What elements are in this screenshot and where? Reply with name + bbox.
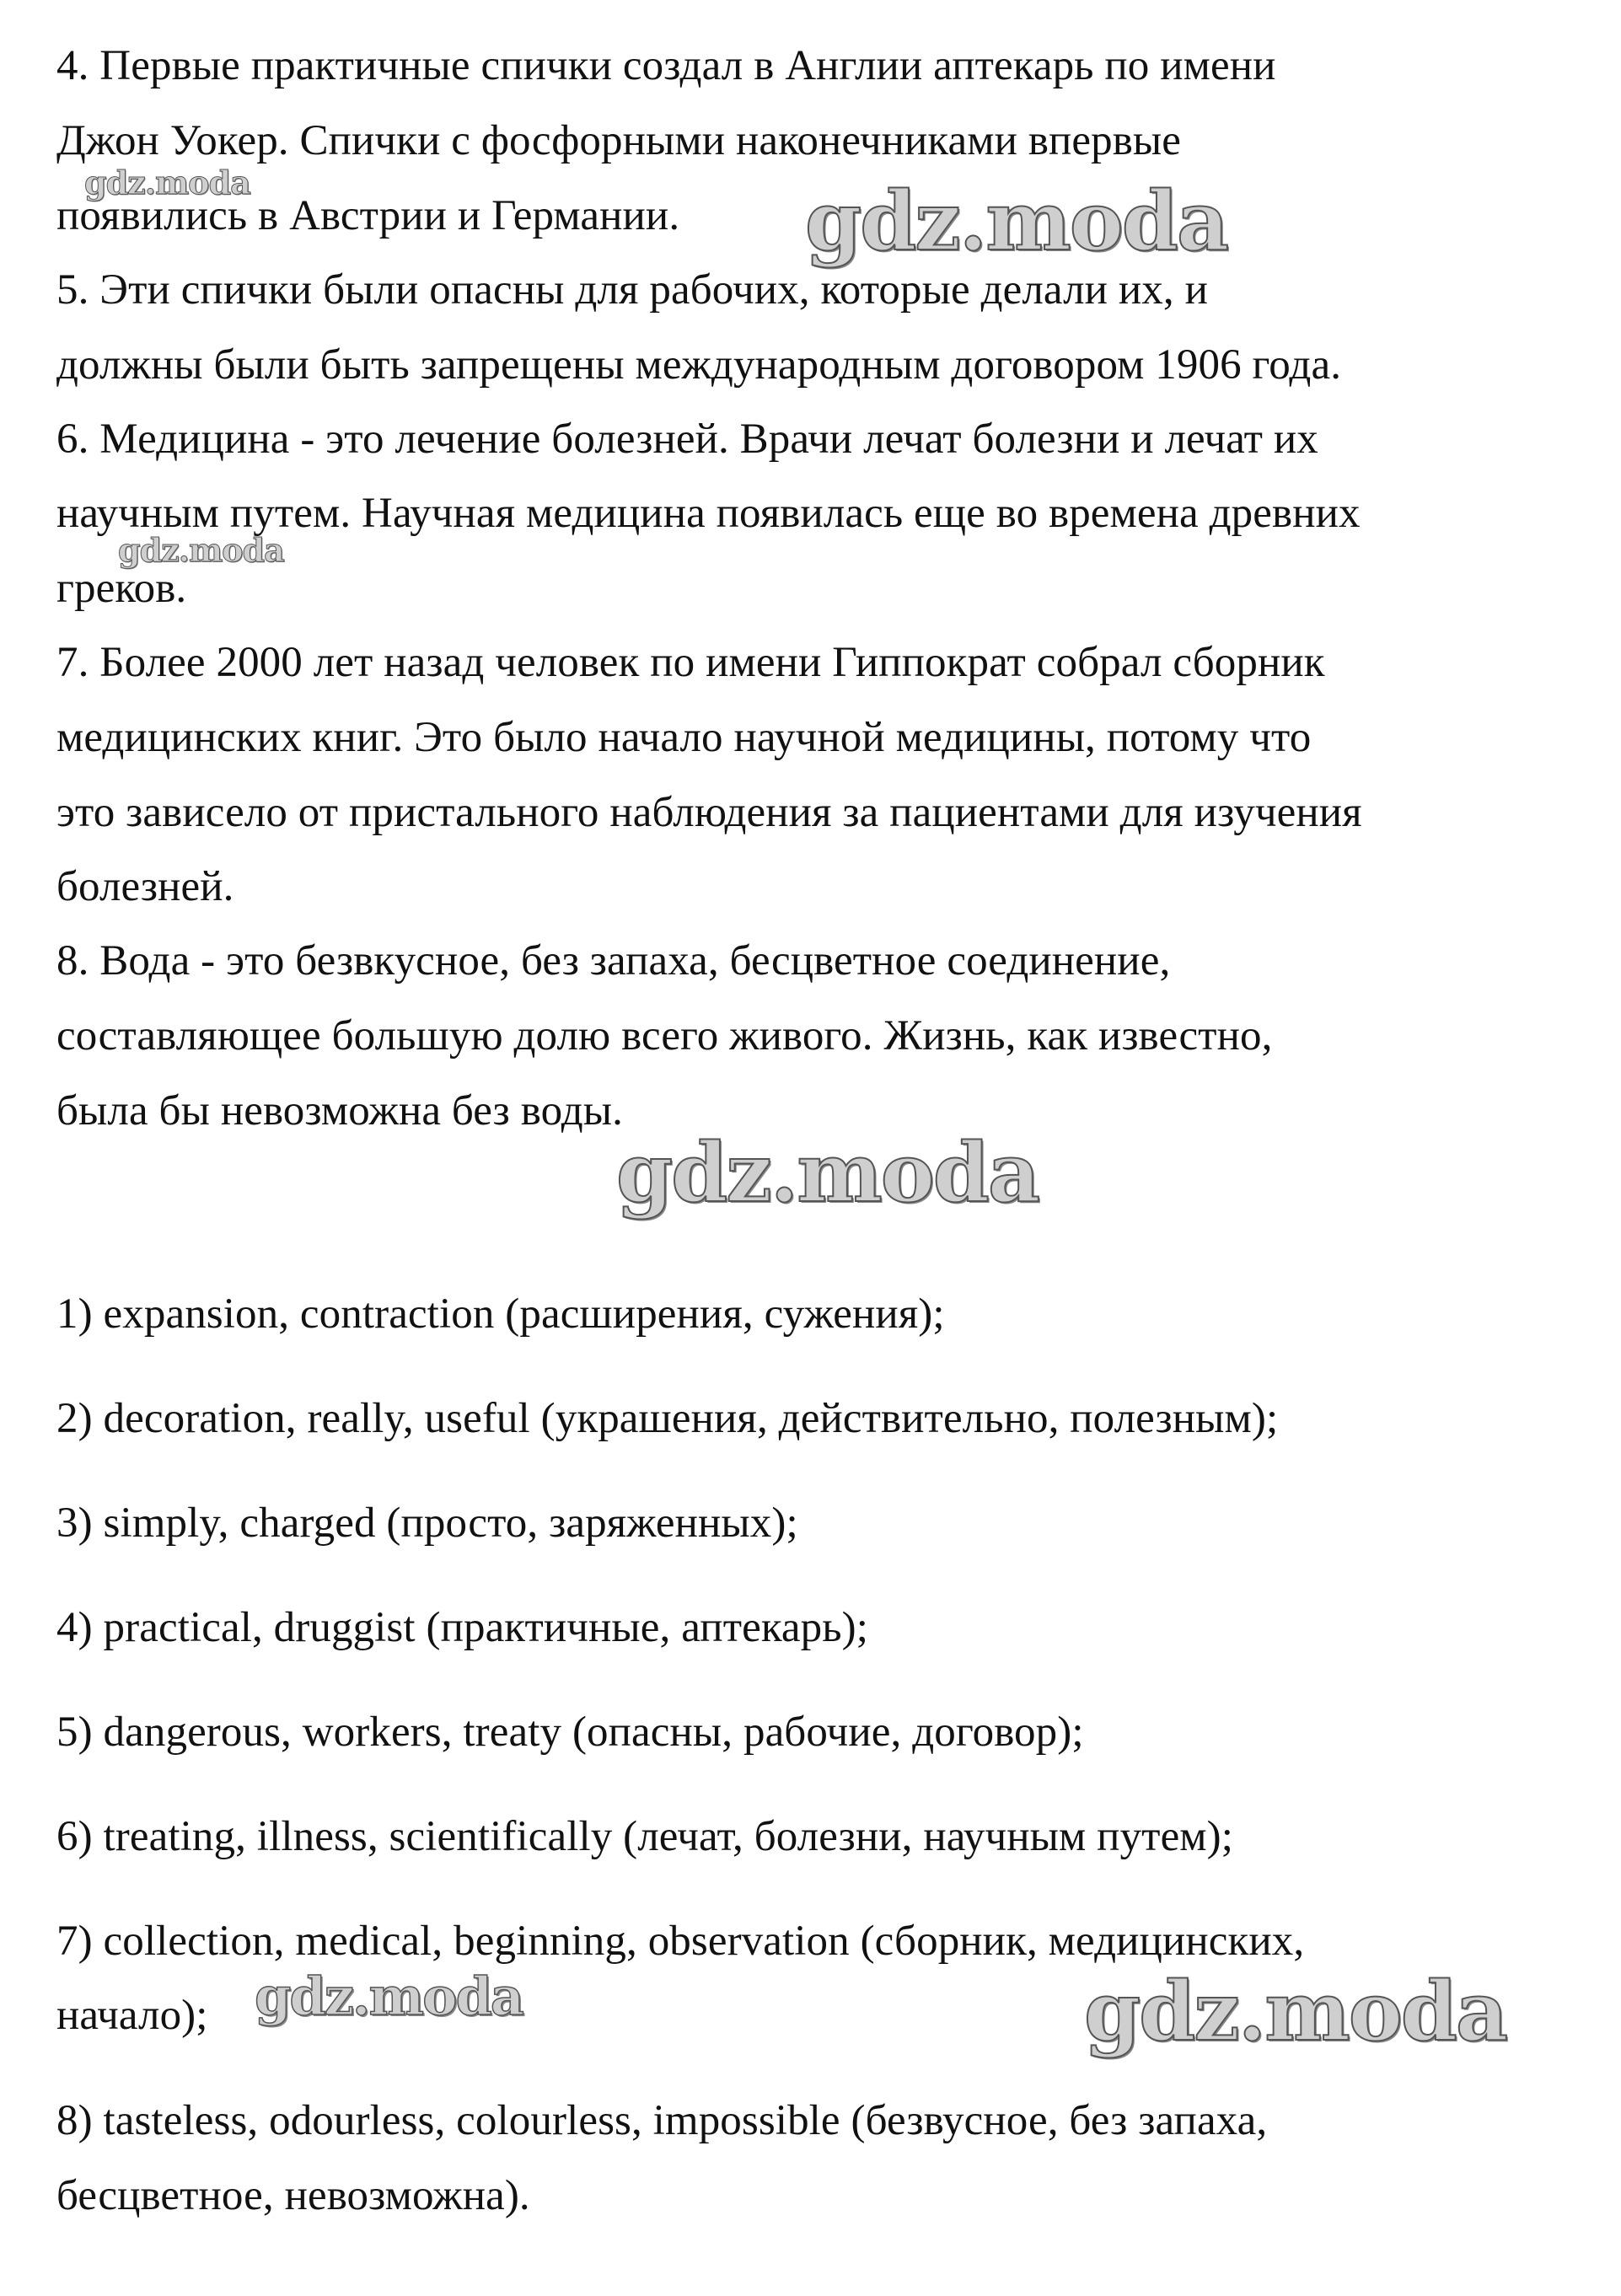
watermark-small: gdz.moda: [84, 164, 250, 201]
watermark-medium: gdz.moda: [255, 1966, 523, 2027]
paragraph-7-line-4: болезней.: [56, 863, 234, 910]
answer-8-line-1: 8) tasteless, odourless, colourless, impossible (безвусное, без запаха,: [56, 2097, 1268, 2144]
answer-3-line-1: 3) simply, charged (просто, заряженных);: [56, 1499, 798, 1547]
answer-6-line-1: 6) treating, illness, scientifically (лечат, болезни, научным путем);: [56, 1813, 1234, 1860]
answer-2-line-1: 2) decoration, really, useful (украшения, действительно, полезным);: [56, 1395, 1279, 1442]
answer-7-line-2: начало);: [56, 1992, 208, 2039]
watermark-large: gdz.moda: [616, 1125, 1039, 1220]
paragraph-8-line-1: 8. Вода - это безвкусное, без запаха, бесцветное соединение,: [56, 937, 1171, 984]
paragraph-4-line-2: Джон Уокер. Спички с фосфорными наконечниками впервые: [56, 117, 1182, 164]
paragraph-8-line-2: составляющее большую долю всего живого. Жизнь, как известно,: [56, 1012, 1273, 1059]
paragraph-4-line-3: появились в Австрии и Германии.: [56, 192, 680, 239]
watermark-large: gdz.moda: [805, 174, 1228, 269]
paragraph-4-line-1: 4. Первые практичные спички создал в Англии аптекарь по имени: [56, 42, 1276, 89]
paragraph-7-line-1: 7. Более 2000 лет назад человек по имени Гиппократ собрал сборник: [56, 639, 1325, 686]
paragraph-5-line-1: 5. Эти спички были опасны для рабочих, которые делали их, и: [56, 266, 1208, 314]
paragraph-6-line-1: 6. Медицина - это лечение болезней. Врачи лечат болезни и лечат их: [56, 416, 1318, 463]
answer-5-line-1: 5) dangerous, workers, treaty (опасны, рабочие, договор);: [56, 1709, 1084, 1756]
watermark-small: gdz.moda: [118, 531, 284, 569]
answer-8-line-2: бесцветное, невозможна).: [56, 2172, 530, 2219]
paragraph-7-line-2: медицинских книг. Это было начало научной медицины, потому что: [56, 714, 1312, 761]
answer-4-line-1: 4) practical, druggist (практичные, аптекарь);: [56, 1604, 868, 1651]
paragraph-6-line-3: греков.: [56, 565, 187, 612]
answer-7-line-1: 7) collection, medical, beginning, observation (сборник, медицинских,: [56, 1918, 1305, 1965]
answer-1-line-1: 1) expansion, contraction (расширения, сужения);: [56, 1290, 945, 1338]
paragraph-8-line-3: была бы невозможна без воды.: [56, 1087, 623, 1135]
paragraph-5-line-2: должны были быть запрещены международным договором 1906 года.: [56, 341, 1342, 389]
watermark-large: gdz.moda: [1084, 1964, 1507, 2059]
paragraph-6-line-2: научным путем. Научная медицина появилась еще во времена древних: [56, 490, 1361, 537]
paragraph-7-line-3: это зависело от пристального наблюдения за пациентами для изучения: [56, 789, 1362, 836]
